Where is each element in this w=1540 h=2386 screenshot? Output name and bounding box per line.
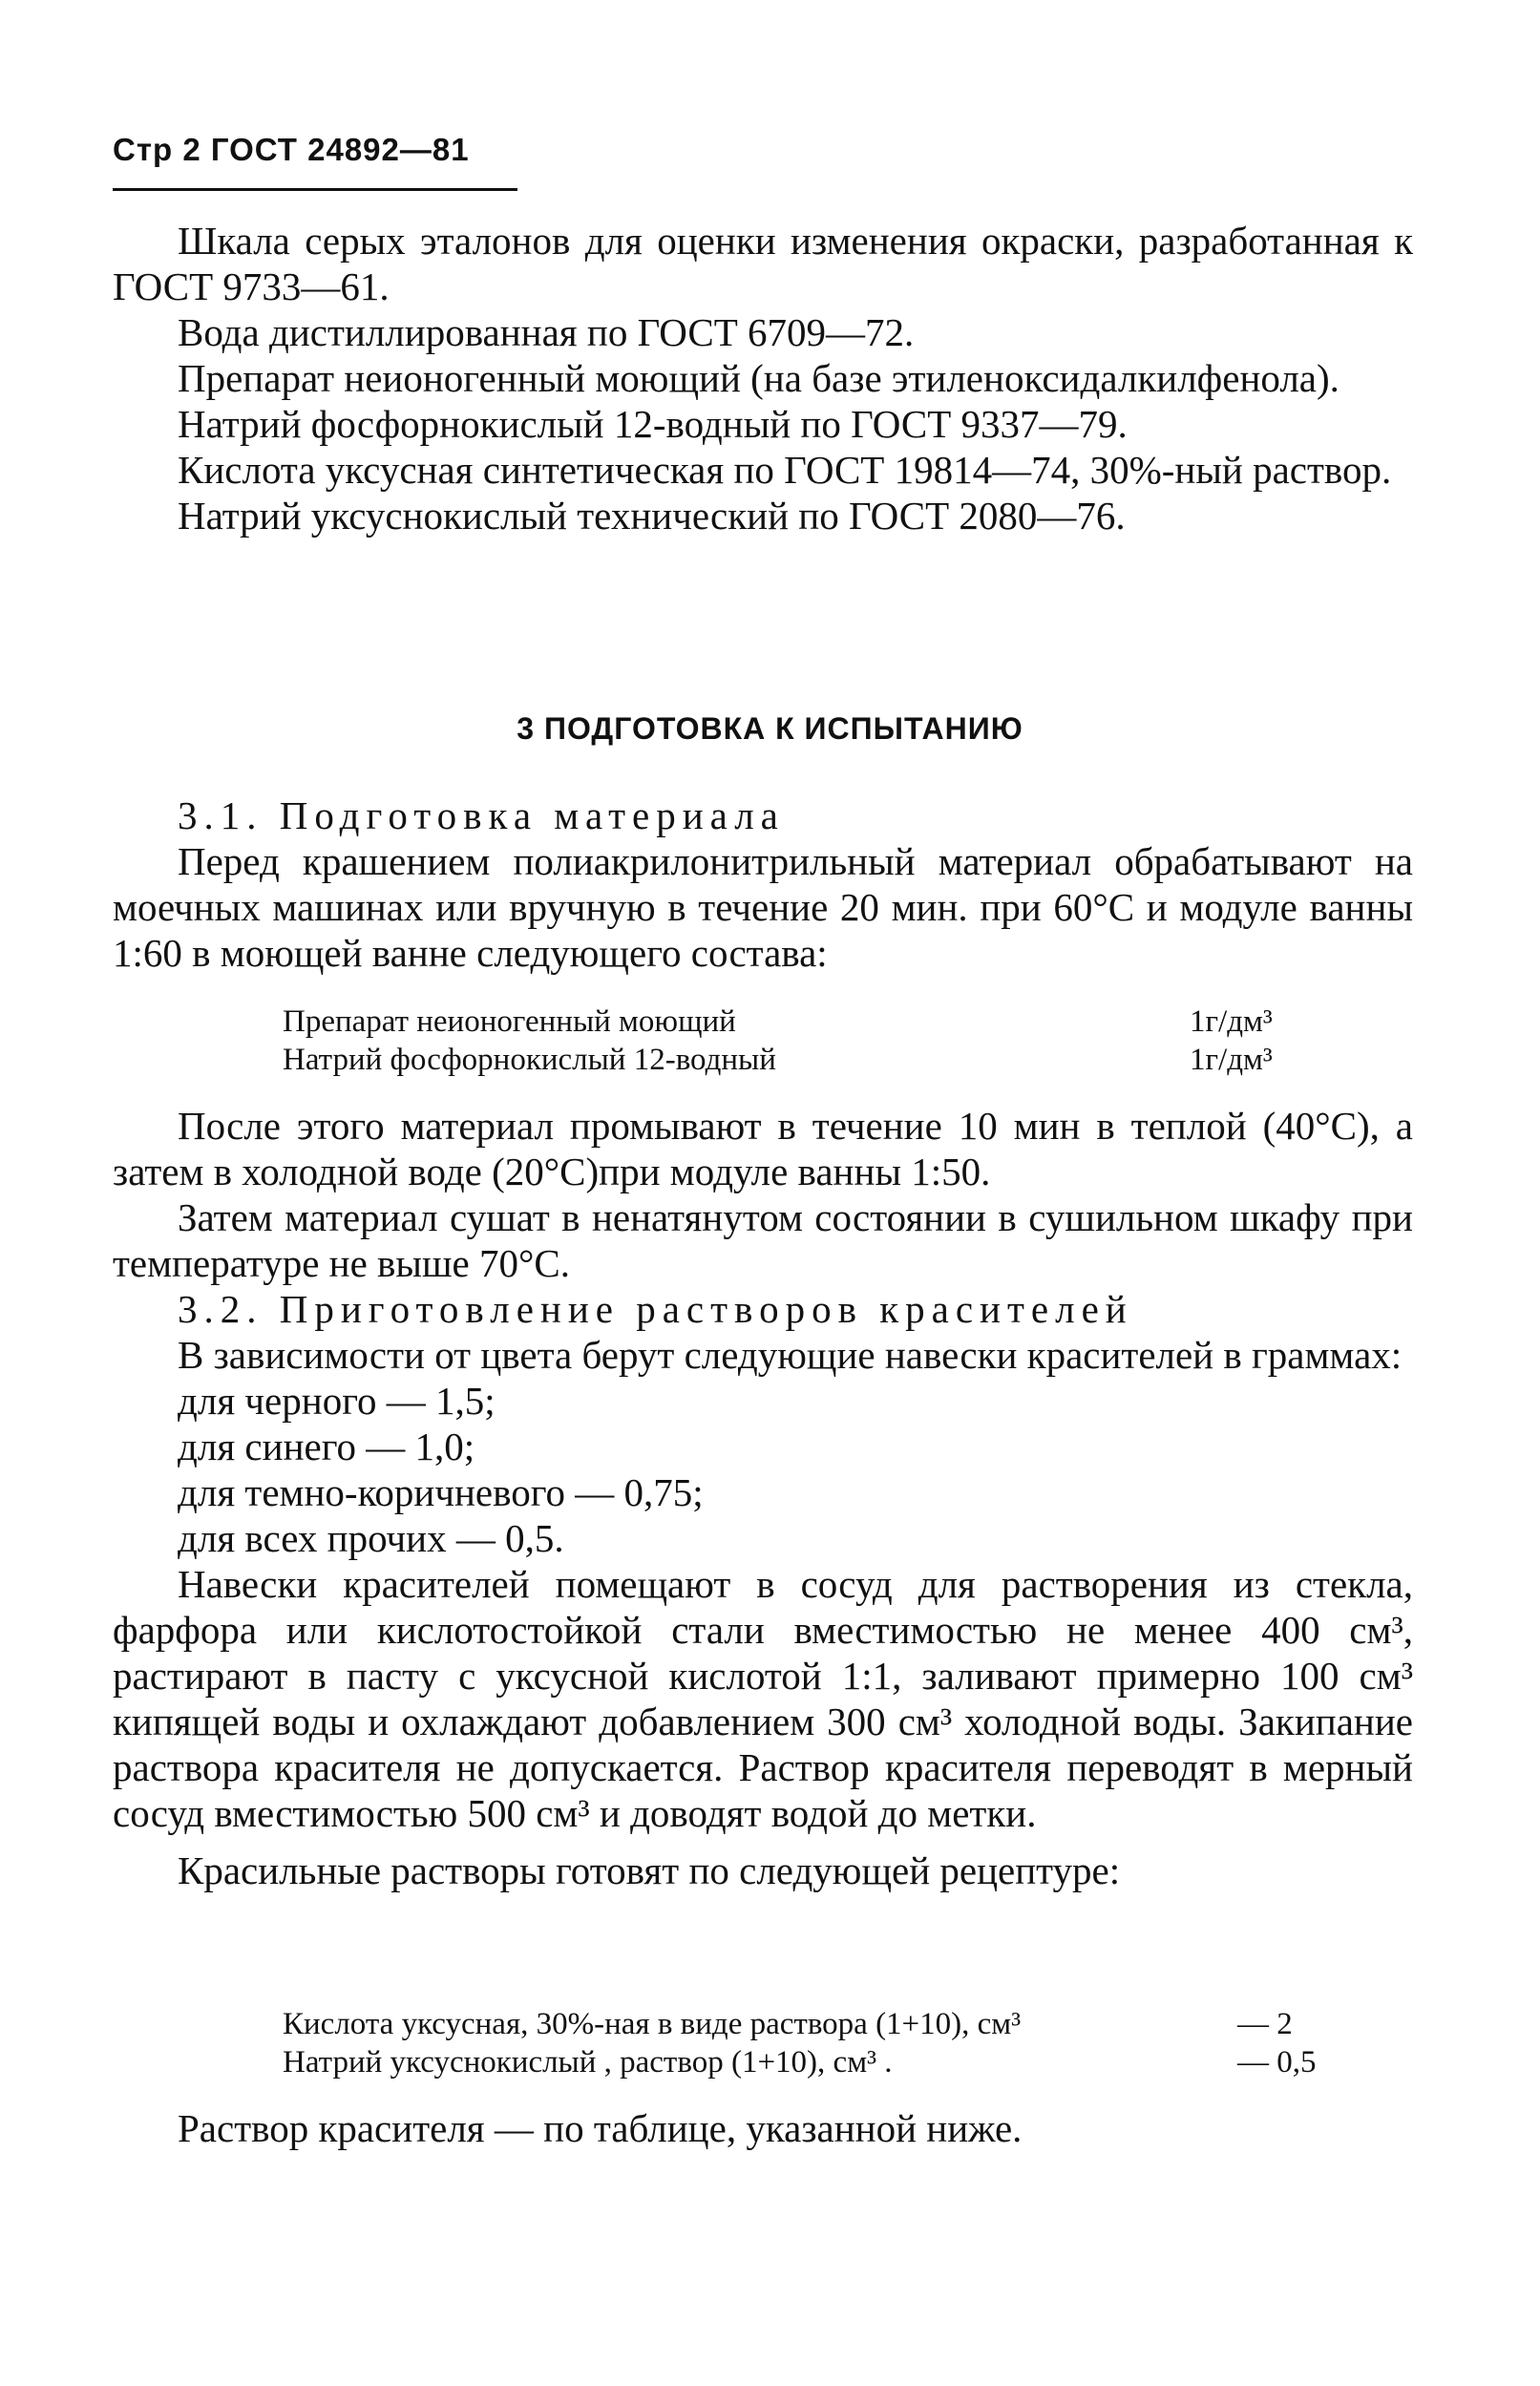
- materials-list: [113, 218, 1413, 538]
- list-item: для синего — 1,0;: [178, 1425, 475, 1468]
- table-row: [283, 2043, 1323, 2081]
- row-amount: 1г/дм³: [1190, 1004, 1273, 1039]
- section-3-1: [113, 792, 1413, 976]
- row-name: Натрий фосфорнокислый 12-водный: [283, 1043, 776, 1077]
- subsection-title: 3.1. Подготовка материала: [178, 793, 785, 837]
- recipe-table: [283, 2005, 1323, 2081]
- row-amount: — 0,5: [1237, 2045, 1317, 2080]
- material-item: Натрий фосфорнокислый 12-водный по ГОСТ 9337—79.: [178, 402, 1128, 446]
- wash-bath-table: [283, 1003, 1333, 1079]
- table-row: [283, 2005, 1323, 2043]
- paragraph: Навески красителей помещают в сосуд для растворения из стекла, фарфора или кислотостойкой стали вместимостью не менее 400 см³, растирают в пасту с уксусной кислотой 1:1, заливают примерно 100 см³ кипящей воды и охлаждают добавлением 300 см³ холодной воды. Закипание раствора красителя не допускается. Раствор красителя переводят в мерный сосуд вместимостью 500 см³ и доводят водой до метки.: [113, 1562, 1413, 1835]
- paragraph: После этого материал промывают в течение 10 мин в теплой (40°C), а затем в холодной воде (20°C)при модуле ванны 1:50.: [113, 1104, 1413, 1193]
- table-row: [283, 1041, 1333, 1079]
- row-name: Кислота уксусная, 30%-ная в виде раствора (1+10), см³: [283, 2007, 1022, 2041]
- final-line: [113, 2105, 1413, 2151]
- material-item: Шкала серых эталонов для оценки изменения окраски, разработанная к ГОСТ 9733—61.: [113, 219, 1413, 308]
- material-item: Кислота уксусная синтетическая по ГОСТ 19814—74, 30%-ный раствор.: [178, 448, 1392, 492]
- row-name: Препарат неионогенный моющий: [283, 1004, 736, 1039]
- paragraph: Затем материал сушат в ненатянутом состоянии в сушильном шкафу при температуре не выше 70°C.: [113, 1195, 1413, 1285]
- list-item: для всех прочих — 0,5.: [178, 1516, 564, 1560]
- paragraph: Перед крашением полиакрилонитрильный материал обрабатывают на моечных машинах или вручную в течение 20 мин. при 60°C и модуле ванны 1:60 в моющей ванне следующего состава:: [113, 839, 1413, 975]
- page-header: Стр 2 ГОСТ 24892—81: [113, 132, 470, 167]
- section-3-1-cont: [113, 1103, 1413, 1893]
- row-name: Натрий уксуснокислый , раствор (1+10), см³ .: [283, 2045, 893, 2080]
- material-item: Вода дистиллированная по ГОСТ 6709—72.: [178, 310, 915, 354]
- paragraph: Красильные растворы готовят по следующей рецептуре:: [178, 1848, 1121, 1892]
- list-item: для темно-коричневого — 0,75;: [178, 1470, 704, 1514]
- table-row: [283, 1003, 1333, 1041]
- section-heading: 3 ПОДГОТОВКА К ИСПЫТАНИЮ: [517, 711, 1023, 746]
- paragraph: В зависимости от цвета берут следующие навески красителей в граммах:: [178, 1333, 1403, 1377]
- paragraph: Раствор красителя — по таблице, указанной ниже.: [178, 2106, 1023, 2150]
- header-rule: [113, 188, 517, 191]
- material-item: Натрий уксуснокислый технический по ГОСТ 2080—76.: [178, 494, 1126, 538]
- subsection-title: 3.2. Приготовление растворов красителей: [178, 1287, 1133, 1331]
- row-amount: 1г/дм³: [1190, 1043, 1273, 1077]
- list-item: для черного — 1,5;: [178, 1379, 496, 1423]
- row-amount: — 2: [1237, 2007, 1293, 2041]
- material-item: Препарат неионогенный моющий (на базе этиленоксидалкилфенола).: [178, 356, 1340, 400]
